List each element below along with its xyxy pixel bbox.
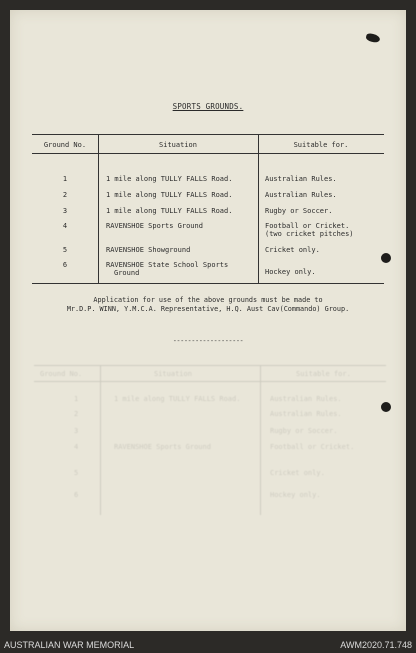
ghost-header-situation: Situation (154, 370, 192, 378)
document-title: SPORTS GROUNDS. (172, 102, 244, 111)
row-2-situation: 1 mile along TULLY FALLS Road. (106, 191, 233, 199)
header-situation: Situation (159, 141, 197, 149)
note-line-2: Mr.D.P. WINN, Y.M.C.A. Representative, H.Q. Aust Cav(Commando) Group. (66, 305, 350, 313)
row-2-suitable: Australian Rules. (265, 191, 337, 199)
ghost-row-5-suitable: Cricket only. (270, 469, 325, 477)
archive-footer (0, 631, 416, 653)
ghost-divider (260, 365, 261, 515)
sports-grounds-table (32, 134, 384, 284)
ghost-rule (34, 381, 386, 382)
ghost-header-suitable: Suitable for. (296, 370, 351, 378)
row-6-number: 6 (62, 261, 68, 269)
ghost-row-1-suitable: Australian Rules. (270, 395, 342, 403)
document-page (10, 10, 406, 631)
footer-institution: AUSTRALIAN WAR MEMORIAL (4, 640, 135, 650)
header-suitable-for: Suitable for. (293, 141, 349, 149)
row-5-suitable: Cricket only. (265, 246, 320, 254)
ghost-row-4-suitable: Football or Cricket. (270, 443, 355, 451)
row-5-number: 5 (62, 246, 68, 254)
row-6-suitable: Hockey only. (265, 268, 316, 276)
ghost-row-3-suitable: Rugby or Soccer. (270, 427, 338, 435)
row-1-suitable: Australian Rules. (265, 175, 337, 183)
ghost-divider (100, 365, 101, 515)
ghost-row-5-no: 5 (74, 469, 79, 477)
note-line-1: Application for use of the above grounds must be made to (93, 296, 323, 304)
row-6-situation-cont: Ground (114, 269, 140, 277)
ghost-row-4-situation: RAVENSHOE Sports Ground (114, 443, 211, 451)
ghost-row-3-no: 3 (74, 427, 79, 435)
ghost-rule (34, 365, 386, 366)
header-ground-no: Ground No. (43, 141, 87, 149)
row-4-suitable-note: (two cricket pitches) (265, 230, 354, 238)
row-3-number: 3 (62, 207, 68, 215)
footer-accession-number: AWM2020.71.748 (340, 640, 412, 650)
row-5-situation: RAVENSHOE Showground (106, 246, 191, 254)
row-1-situation: 1 mile along TULLY FALLS Road. (106, 175, 233, 183)
ink-spot (365, 33, 380, 44)
row-3-situation: 1 mile along TULLY FALLS Road. (106, 207, 233, 215)
ghost-header-no: Ground No. (40, 370, 83, 378)
ghost-row-6-no: 6 (74, 491, 79, 499)
row-6-situation: RAVENSHOE State School Sports (106, 261, 229, 269)
ghost-row-1-situation: 1 mile along TULLY FALLS Road. (114, 395, 241, 403)
separator-line: ------------------- (172, 337, 244, 345)
row-1-number: 1 (62, 175, 68, 183)
row-3-suitable: Rugby or Soccer. (265, 207, 333, 215)
column-divider (258, 135, 259, 283)
column-divider (98, 135, 99, 283)
ghost-row-1-no: 1 (74, 395, 79, 403)
ghost-row-4-no: 4 (74, 443, 79, 451)
ghost-row-6-suitable: Hockey only. (270, 491, 321, 499)
row-4-number: 4 (62, 222, 68, 230)
application-note (10, 296, 406, 314)
row-4-suitable: Football or Cricket. (265, 222, 350, 230)
ghost-row-2-no: 2 (74, 410, 79, 418)
row-2-number: 2 (62, 191, 68, 199)
bleedthrough-table (34, 365, 386, 515)
row-4-situation: RAVENSHOE Sports Ground (106, 222, 203, 230)
header-rule (32, 153, 384, 154)
ghost-row-2-suitable: Australian Rules. (270, 410, 342, 418)
